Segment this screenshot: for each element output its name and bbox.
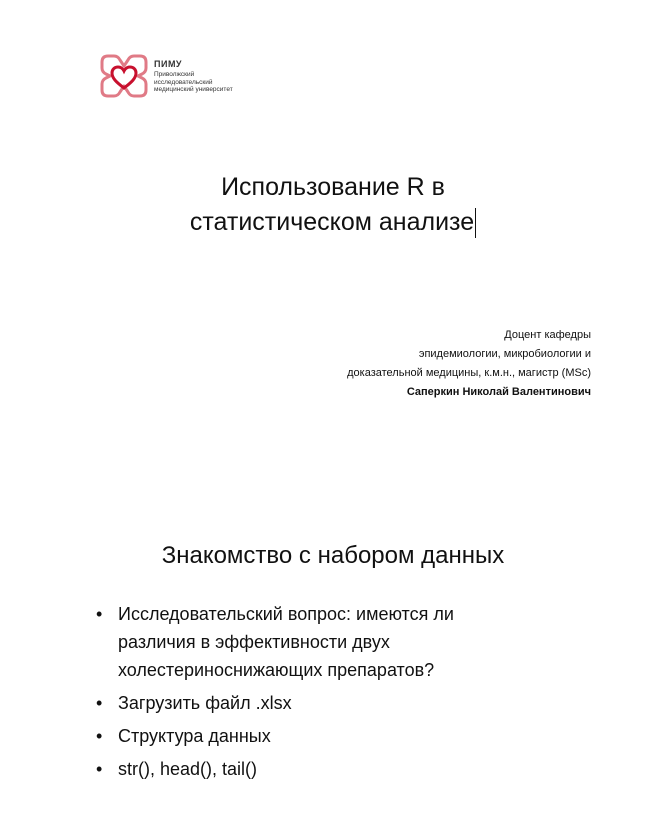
author-position-line: доказательной медицины, к.м.н., магистр (MSc) bbox=[347, 367, 591, 379]
author-block bbox=[347, 326, 591, 402]
logo-name: ПИМУ bbox=[154, 59, 183, 69]
bullet-text-line: различия в эффективности двух bbox=[118, 632, 390, 652]
presentation-title bbox=[0, 170, 666, 240]
bullet-text-line: холестериноснижающих препаратов? bbox=[118, 660, 435, 680]
list-item bbox=[96, 722, 616, 750]
bullet-icon: • bbox=[96, 759, 103, 779]
bullet-list bbox=[96, 600, 616, 788]
bullet-text-line: Исследовательский вопрос: имеются ли bbox=[118, 604, 454, 624]
title-line: Использование R в bbox=[221, 173, 445, 201]
list-item bbox=[96, 689, 616, 717]
bullet-text-line: Загрузить файл .xlsx bbox=[118, 693, 292, 713]
author-name: Саперкин Николай Валентинович bbox=[406, 386, 591, 398]
list-item bbox=[96, 755, 616, 783]
title-line: статистическом анализе bbox=[189, 208, 475, 236]
bullet-icon: • bbox=[96, 693, 103, 713]
logo-subtitle bbox=[154, 71, 233, 94]
bullet-text-line: Структура данных bbox=[118, 726, 271, 746]
logo-subtitle-line: исследовательский bbox=[154, 78, 213, 86]
university-logo bbox=[98, 50, 298, 110]
pimu-emblem-icon bbox=[98, 50, 150, 102]
author-position-line: эпидемиологии, микробиологии и bbox=[418, 348, 591, 360]
list-item bbox=[96, 600, 616, 684]
section-title: Знакомство с набором данных bbox=[161, 542, 505, 569]
text-cursor bbox=[475, 208, 476, 238]
logo-subtitle-line: медицинский университет bbox=[154, 86, 233, 93]
title-line-2 bbox=[0, 205, 666, 240]
logo-subtitle-line: Приволжский bbox=[154, 71, 195, 78]
bullet-icon: • bbox=[96, 604, 103, 624]
bullet-text-line: str(), head(), tail() bbox=[118, 759, 258, 779]
author-position-line: Доцент кафедры bbox=[504, 329, 591, 341]
bullet-icon: • bbox=[96, 726, 103, 746]
